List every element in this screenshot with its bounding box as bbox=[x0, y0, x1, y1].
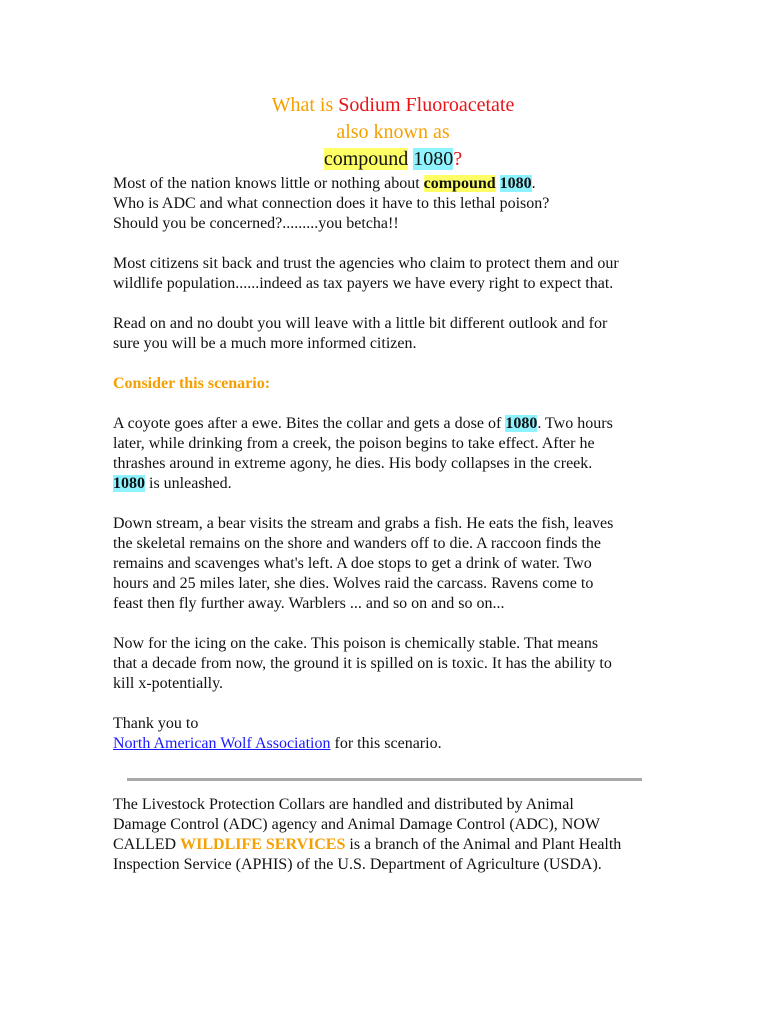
intro-1080: 1080 bbox=[499, 175, 532, 192]
wildlife-services-highlight: WILDLIFE SERVICES bbox=[180, 836, 346, 853]
downstream-paragraph bbox=[113, 514, 673, 614]
icing-line: Now for the icing on the cake. This poison is chemically stable. That means bbox=[113, 635, 599, 652]
coyote-1080-unleashed: 1080 bbox=[113, 475, 145, 492]
intro-line-1: Most of the nation knows little or nothing about bbox=[113, 175, 420, 192]
thanks-paragraph bbox=[113, 714, 673, 754]
collars-line-tail: is a branch of the Animal and Plant Health bbox=[345, 836, 622, 853]
icing-paragraph bbox=[113, 634, 673, 694]
downstream-line: feast then fly further away. Warblers ... and so on and so on... bbox=[113, 595, 505, 612]
coyote-line: A coyote goes after a ewe. Bites the collar and gets a dose of bbox=[113, 415, 502, 432]
read-on-line: sure you will be a much more informed citizen. bbox=[113, 335, 417, 352]
collars-line: Inspection Service (APHIS) of the U.S. Department of Agriculture (USDA). bbox=[113, 856, 602, 873]
read-on-line: Read on and no doubt you will leave with a little bit different outlook and for bbox=[113, 315, 608, 332]
citizens-paragraph bbox=[113, 254, 673, 294]
horizontal-divider bbox=[127, 778, 642, 781]
consider-heading: Consider this scenario: bbox=[113, 375, 271, 392]
coyote-line: later, while drinking from a creek, the poison begins to take effect. After he bbox=[113, 435, 595, 452]
title-compound: compound bbox=[323, 148, 409, 170]
thanks-line: Thank you to bbox=[113, 715, 199, 732]
coyote-line: thrashes around in extreme agony, he dies. His body collapses in the creek. bbox=[113, 455, 593, 472]
collars-line: Damage Control (ADC) agency and Animal Damage Control (ADC), NOW bbox=[113, 816, 600, 833]
coyote-line-tail: . Two hours bbox=[537, 415, 613, 432]
citizens-line: Most citizens sit back and trust the agencies who claim to protect them and our bbox=[113, 255, 619, 272]
collars-line: The Livestock Protection Collars are handled and distributed by Animal bbox=[113, 796, 574, 813]
read-on-paragraph bbox=[113, 314, 673, 354]
intro-compound: compound bbox=[423, 175, 496, 192]
coyote-1080: 1080 bbox=[505, 415, 538, 432]
citizens-line: wildlife population......indeed as tax payers we have every right to expect that. bbox=[113, 275, 614, 292]
intro-line-3: Should you be concerned?.........you betcha!! bbox=[113, 215, 399, 232]
page-title bbox=[113, 92, 673, 173]
coyote-line-end: is unleashed. bbox=[145, 475, 232, 492]
title-prefix: What is bbox=[271, 94, 334, 116]
intro-paragraph bbox=[113, 174, 673, 234]
intro-line-2: Who is ADC and what connection does it have to this lethal poison? bbox=[113, 195, 550, 212]
wolf-association-link[interactable]: North American Wolf Association bbox=[113, 735, 331, 752]
icing-line: that a decade from now, the ground it is spilled on is toxic. It has the ability to bbox=[113, 655, 612, 672]
downstream-line: Down stream, a bear visits the stream and grabs a fish. He eats the fish, leaves bbox=[113, 515, 614, 532]
collars-paragraph bbox=[113, 795, 673, 875]
title-aka: also known as bbox=[336, 121, 450, 143]
thanks-tail: for this scenario. bbox=[330, 735, 442, 752]
title-1080: 1080 bbox=[413, 148, 454, 170]
downstream-line: hours and 25 miles later, she dies. Wolves raid the carcass. Ravens come to bbox=[113, 575, 594, 592]
title-chemical-name: Sodium Fluoroacetate bbox=[338, 94, 515, 116]
icing-line: kill x-potentially. bbox=[113, 675, 224, 692]
intro-period: . bbox=[531, 175, 536, 192]
coyote-paragraph bbox=[113, 414, 673, 494]
downstream-line: remains and scavenges what's left. A doe stops to get a drink of water. Two bbox=[113, 555, 592, 572]
document-body bbox=[113, 92, 673, 774]
title-question-mark: ? bbox=[453, 148, 463, 170]
downstream-line: the skeletal remains on the shore and wanders off to die. A raccoon finds the bbox=[113, 535, 602, 552]
collars-called: CALLED bbox=[113, 836, 181, 853]
